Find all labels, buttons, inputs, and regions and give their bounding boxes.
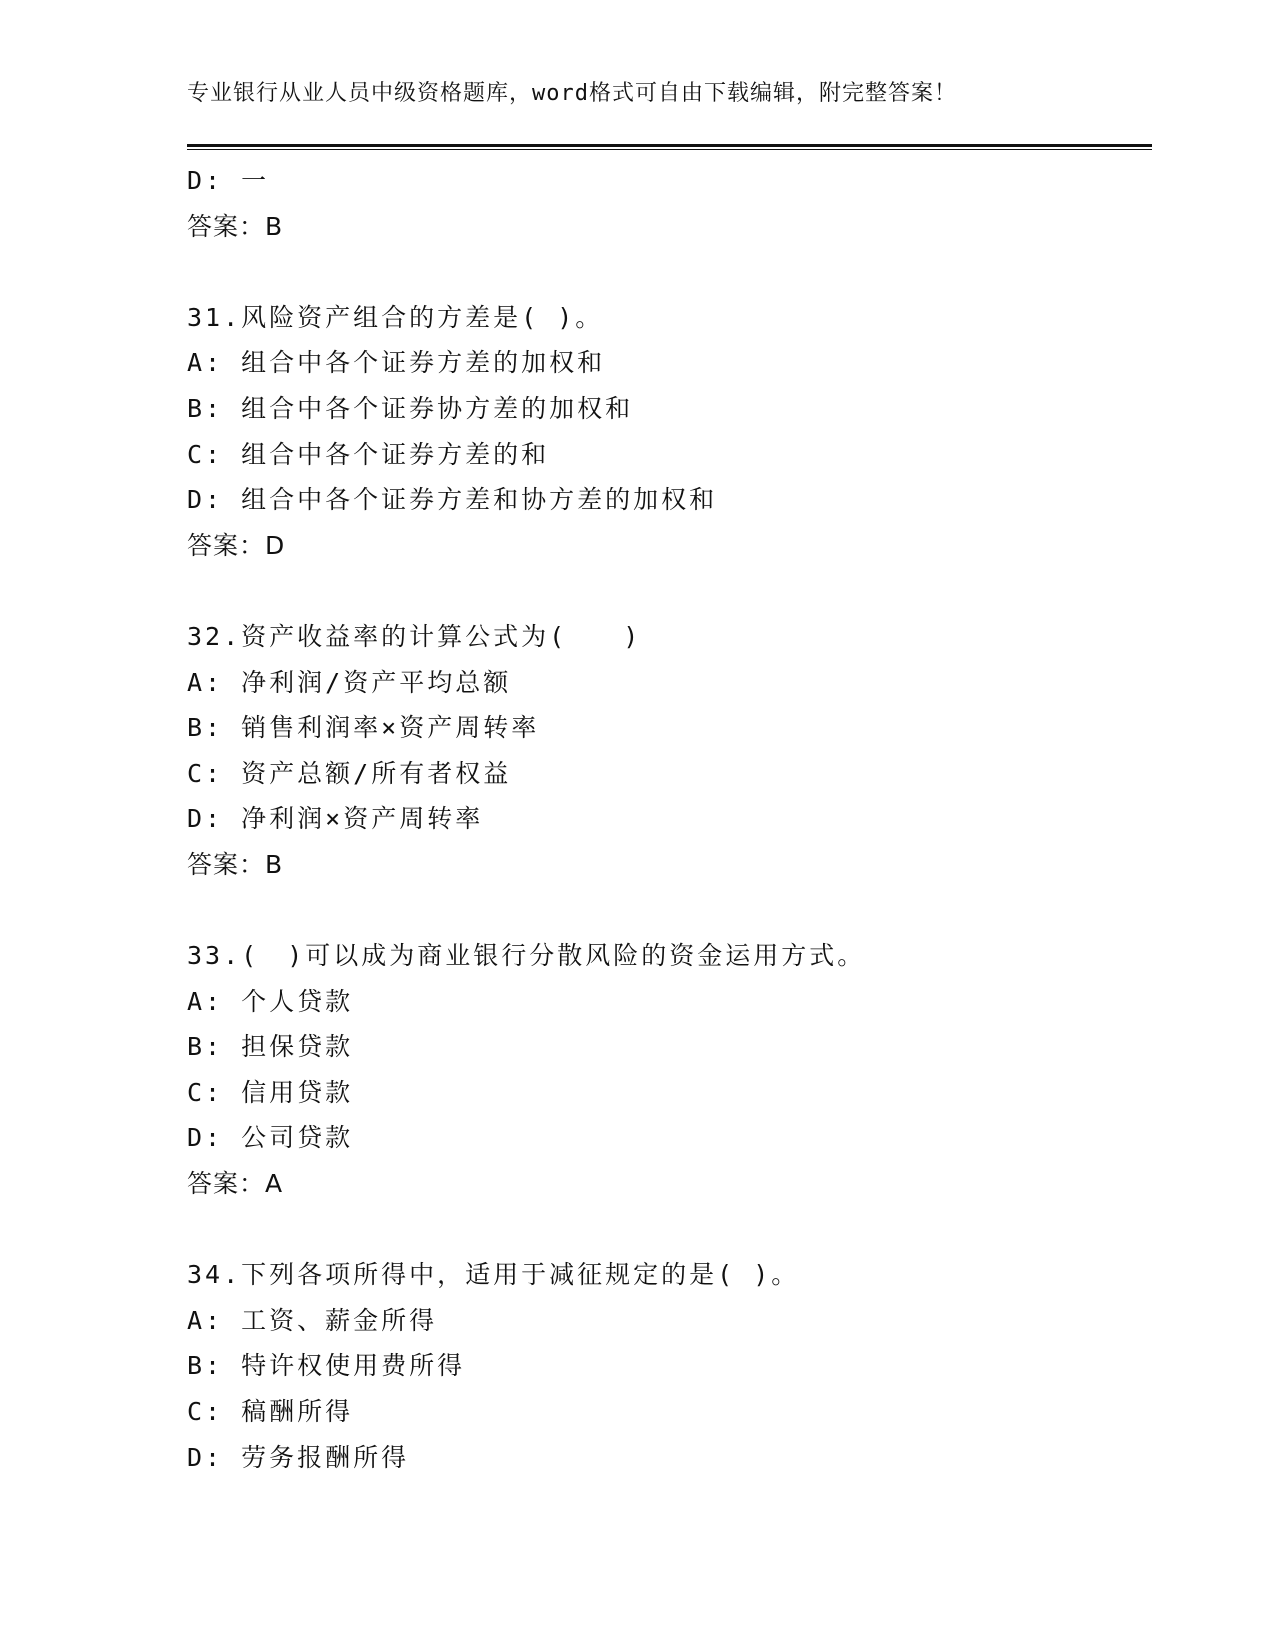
question-31-option-b: B: 组合中各个证券协方差的加权和 [187, 393, 634, 423]
question-34-option-c: C: 稿酬所得 [187, 1397, 354, 1427]
question-32-option-b: B: 销售利润率×资产周转率 [187, 713, 540, 743]
question-31-option-d: D: 组合中各个证券方差和协方差的加权和 [187, 485, 718, 515]
question-34-option-d: D: 劳务报酬所得 [187, 1442, 410, 1472]
question-32-option-d: D: 净利润×资产周转率 [187, 804, 484, 834]
question-32-option-c: C: 资产总额/所有者权益 [187, 758, 512, 788]
spacer [187, 568, 1147, 614]
question-32-stem: 32.资产收益率的计算公式为( ) [187, 621, 642, 651]
question-33-option-b: B: 担保贷款 [187, 1032, 354, 1062]
spacer [187, 249, 1147, 295]
question-33-stem: 33.( )可以成为商业银行分散风险的资金运用方式。 [187, 941, 866, 971]
question-32-answer: 答案：B [187, 849, 284, 879]
header-rule-thick [187, 144, 1152, 147]
header-rule-thin [187, 149, 1152, 150]
question-34-option-a: A: 工资、薪金所得 [187, 1305, 438, 1335]
question-33-option-d: D: 公司贷款 [187, 1123, 354, 1153]
question-31-stem: 31.风险资产组合的方差是( )。 [187, 302, 604, 332]
page-header: 专业银行从业人员中级资格题库，word格式可自由下载编辑，附完整答案！ [187, 81, 957, 106]
prev-answer: 答案：B [187, 211, 284, 241]
question-31-answer: 答案：D [187, 530, 286, 560]
question-34-option-b: B: 特许权使用费所得 [187, 1351, 466, 1381]
question-31-option-c: C: 组合中各个证券方差的和 [187, 439, 550, 469]
question-33-option-c: C: 信用贷款 [187, 1077, 354, 1107]
question-list [187, 158, 1147, 1480]
question-31-option-a: A: 组合中各个证券方差的加权和 [187, 348, 606, 378]
prev-option-d: D: 一 [187, 166, 270, 195]
spacer [187, 888, 1147, 934]
question-33-option-a: A: 个人贷款 [187, 986, 354, 1016]
question-32-option-a: A: 净利润/资产平均总额 [187, 667, 512, 697]
question-34-stem: 34.下列各项所得中，适用于减征规定的是( )。 [187, 1260, 800, 1290]
spacer [187, 1207, 1147, 1253]
question-33-answer: 答案：A [187, 1169, 284, 1199]
